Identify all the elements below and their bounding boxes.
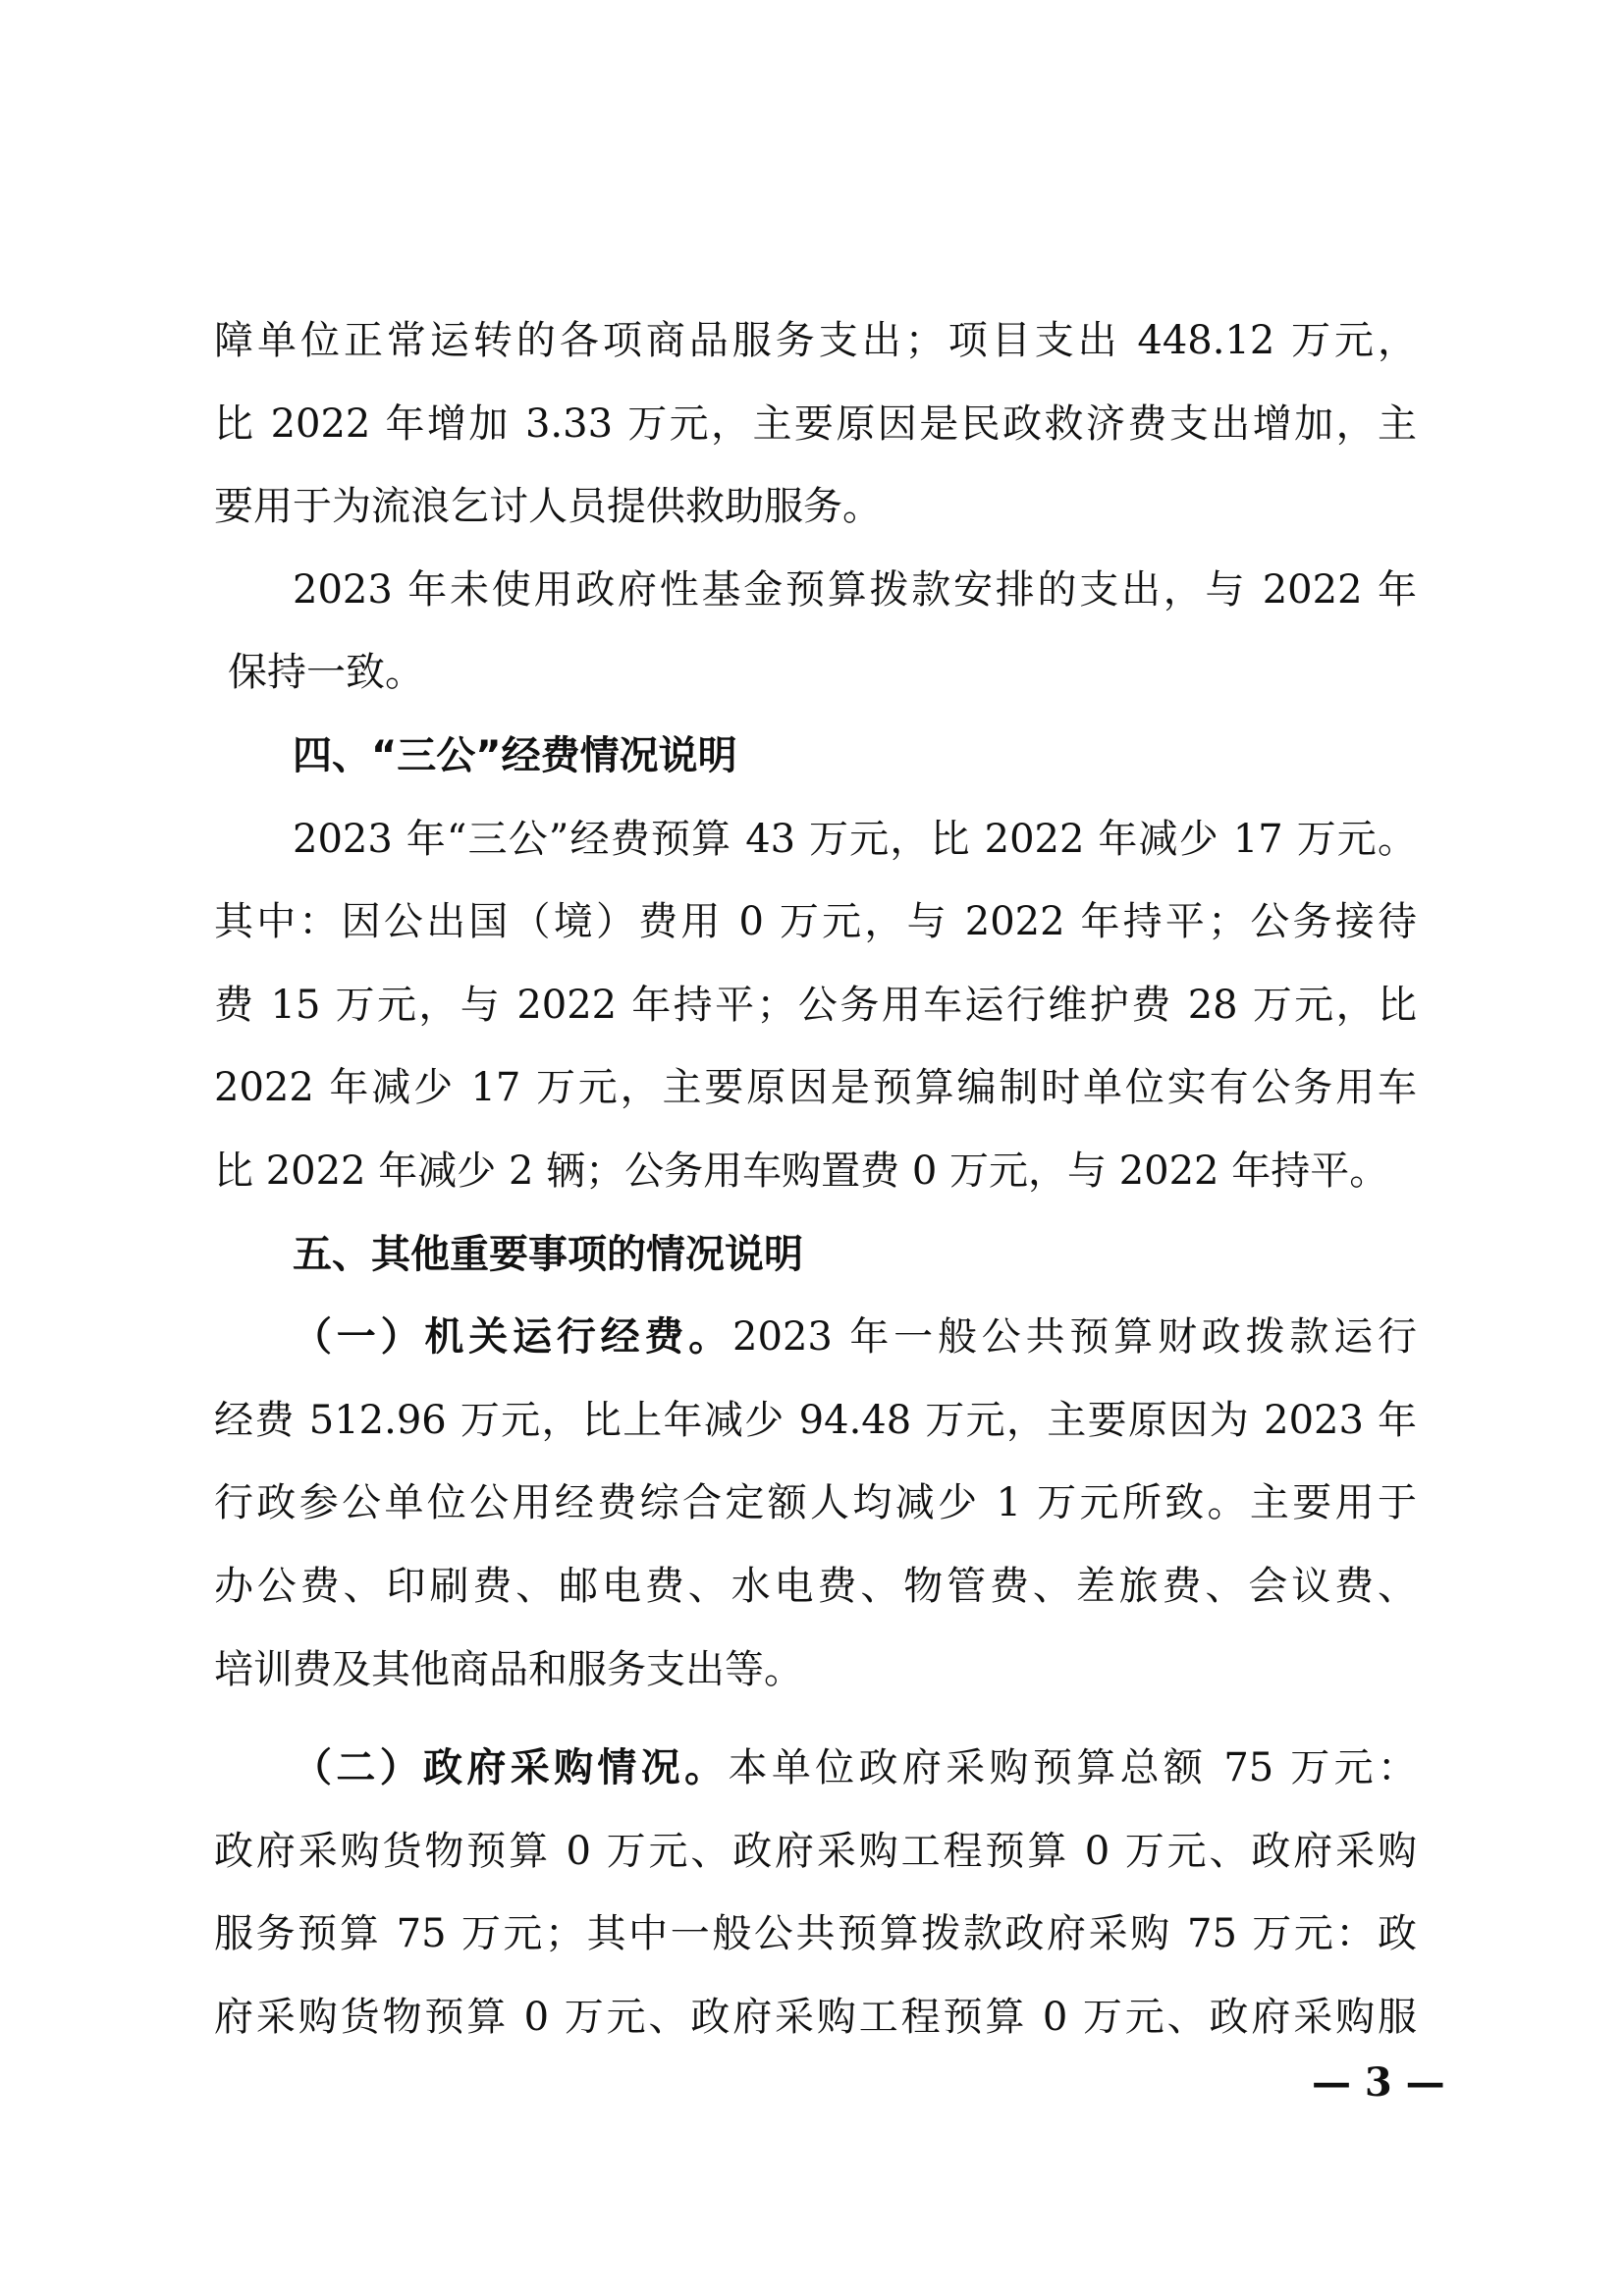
paragraph-project-expenditure (214, 299, 1417, 549)
text-line: 2023 年“三公”经费预算 43 万元，比 2022 年减少 17 万元。 (293, 816, 1417, 862)
text-line (214, 1296, 1417, 1379)
section-heading-other-matters: 五、其他重要事项的情况说明 (293, 1231, 803, 1277)
subsection-lead-procurement: （二）政府采购情况。 (293, 1745, 729, 1791)
document-body (214, 299, 1417, 2058)
paragraph-government-fund (214, 549, 1417, 715)
text-line: 经费 512.96 万元，比上年减少 94.48 万元，主要原因为 2023 年 (214, 1397, 1417, 1443)
text-line: 比 2022 年增加 3.33 万元，主要原因是民政救济费支出增加，主 (214, 400, 1417, 447)
paragraph-operating-expenses (214, 1296, 1417, 1711)
text-line: 保持一致。 (228, 650, 424, 696)
text-line: 服务预算 75 万元；其中一般公共预算拨款政府采购 75 万元：政 (214, 1911, 1417, 1957)
text-line: 比 2022 年减少 2 辆；公务用车购置费 0 万元，与 2022 年持平。 (214, 1148, 1389, 1194)
text-line: 费 15 万元，与 2022 年持平；公务用车运行维护费 28 万元，比 (214, 982, 1417, 1028)
text-line: 2022 年减少 17 万元，主要原因是预算编制时单位实有公务用车 (214, 1065, 1417, 1111)
text-run: 本单位政府采购预算总额 75 万元： (728, 1745, 1417, 1791)
text-line: 要用于为流浪乞讨人员提供救助服务。 (214, 484, 882, 530)
text-line: 其中：因公出国（境）费用 0 万元，与 2022 年持平；公务接待 (214, 899, 1417, 945)
section-heading-three-public: 四、“三公”经费情况说明 (293, 732, 737, 778)
text-line: 府采购货物预算 0 万元、政府采购工程预算 0 万元、政府采购服 (214, 1994, 1417, 2040)
text-line: 障单位正常运转的各项商品服务支出；项目支出 448.12 万元， (214, 318, 1417, 363)
text-line (214, 1727, 1417, 1810)
page-number: — 3 — (1312, 2059, 1445, 2106)
text-line: 政府采购货物预算 0 万元、政府采购工程预算 0 万元、政府采购 (214, 1828, 1417, 1874)
text-run: 2023 年一般公共预算财政拨款运行 (732, 1314, 1417, 1361)
text-line: 培训费及其他商品和服务支出等。 (214, 1646, 803, 1692)
paragraph-three-public-expenses (214, 798, 1417, 1213)
text-line: 2023 年未使用政府性基金预算拨款安排的支出，与 2022 年 (293, 566, 1417, 613)
subsection-lead-operating-expenses: （一）机关运行经费。 (293, 1314, 733, 1361)
text-line: 办公费、印刷费、邮电费、水电费、物管费、差旅费、会议费、 (214, 1563, 1417, 1609)
text-line: 行政参公单位公用经费综合定额人均减少 1 万元所致。主要用于 (214, 1480, 1417, 1526)
paragraph-government-procurement (214, 1727, 1417, 2058)
